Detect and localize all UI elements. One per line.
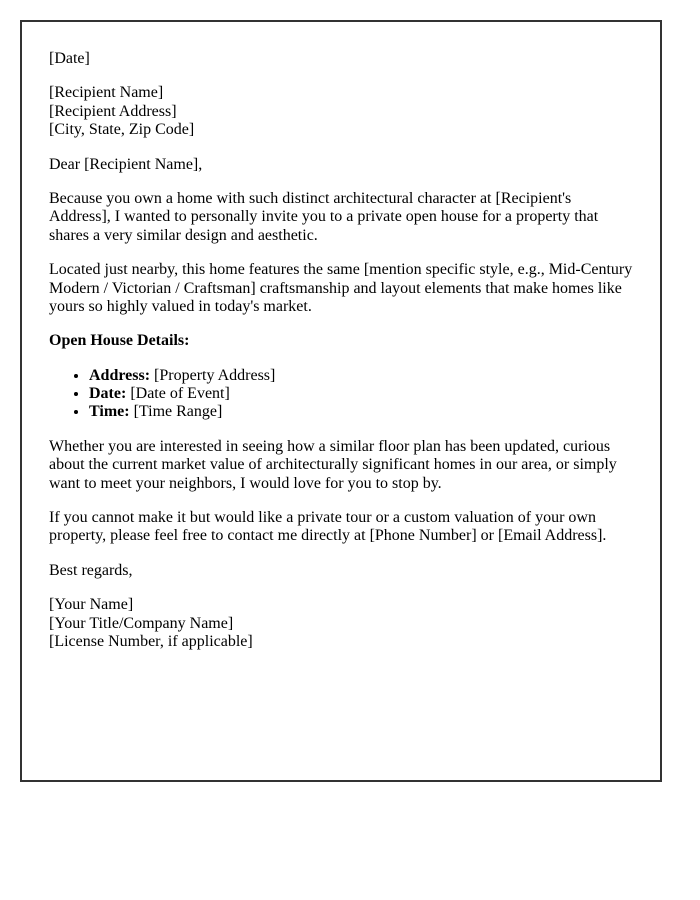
detail-date-value: [Date of Event] — [130, 385, 230, 403]
signature-license-line: [License Number, if applicable] — [49, 632, 253, 650]
paragraph-invitation-reasons: Whether you are interested in seeing how a similar floor plan has been updated, curious about the current market value of architecturally significant homes in our area, or simply want to meet your neighbors, I would love for you to stop by. — [49, 437, 617, 492]
detail-address-label: Address: — [89, 366, 151, 384]
paragraph-contact-offer: If you cannot make it but would like a private tour or a custom valuation of your own property, please feel free to contact me directly at [Phone Number] or [Email Address]. — [49, 509, 607, 545]
detail-address-value: [Property Address] — [154, 366, 276, 384]
signature-title-company-line: [Your Title/Company Name] — [49, 614, 234, 632]
detail-item-address — [89, 367, 633, 385]
recipient-name-line: [Recipient Name] — [49, 84, 164, 102]
detail-time-value: [Time Range] — [133, 403, 223, 421]
salutation: Dear [Recipient Name], — [49, 155, 203, 173]
paragraph-intro: Because you own a home with such distinct architectural character at [Recipient's Address], I wanted to personally invite you to a private open house for a property that shares a very similar design and aesthetic. — [49, 189, 599, 244]
date-placeholder: [Date] — [49, 50, 90, 67]
letter-document — [20, 20, 662, 782]
details-list — [49, 367, 633, 422]
recipient-address-line: [Recipient Address] — [49, 102, 177, 120]
signature-name-line: [Your Name] — [49, 596, 134, 614]
paragraph-style-description: Located just nearby, this home features the same [mention specific style, e.g., Mid-Century Modern / Victorian / Craftsman] craftsmanship and layout elements that make homes like yours so highly valued in today's market. — [49, 261, 633, 315]
detail-item-date — [89, 385, 633, 403]
detail-date-label: Date: — [89, 385, 127, 403]
detail-item-time — [89, 403, 633, 421]
recipient-address-block — [49, 84, 633, 139]
recipient-city-state-zip-line: [City, State, Zip Code] — [49, 121, 195, 139]
detail-time-label: Time: — [89, 403, 130, 421]
closing: Best regards, — [49, 561, 133, 579]
details-heading: Open House Details: — [49, 332, 190, 350]
signature-block — [49, 596, 633, 651]
